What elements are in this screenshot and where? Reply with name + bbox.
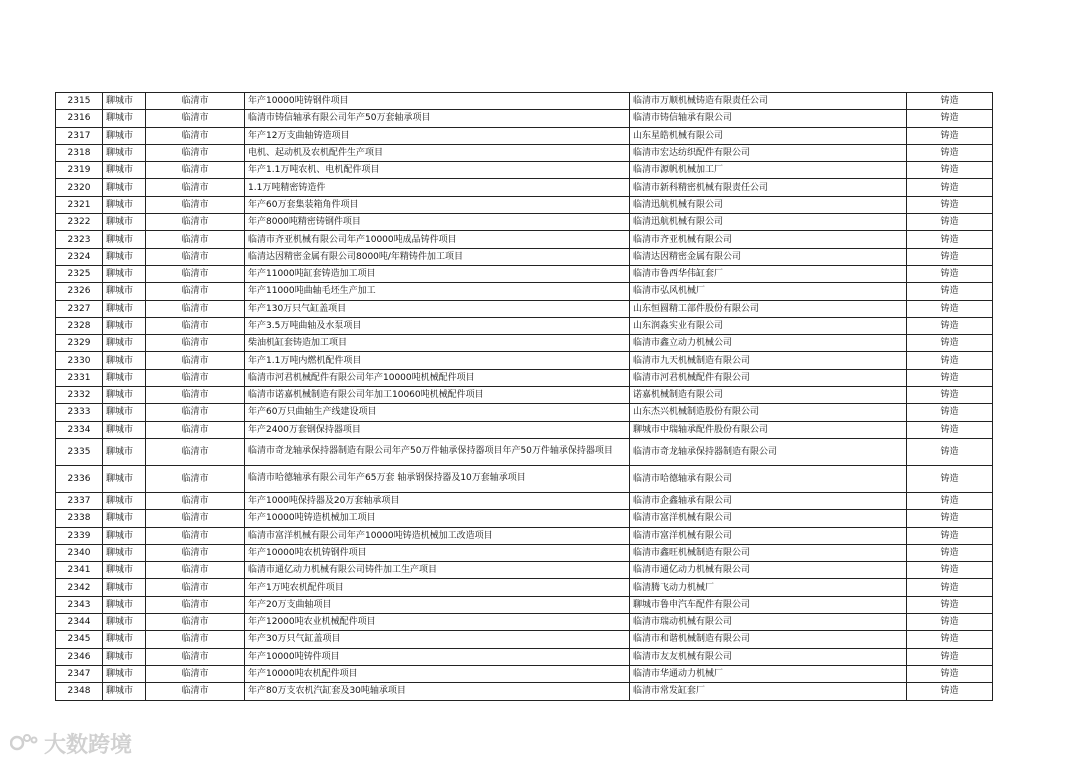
company-name-cell: 临清市哈德轴承有限公司 — [630, 465, 907, 492]
row-number-cell: 2317 — [56, 127, 103, 144]
industry-cell: 铸造 — [907, 465, 993, 492]
industry-cell: 铸造 — [907, 127, 993, 144]
industry-cell: 铸造 — [907, 404, 993, 421]
company-name-cell: 临清市企鑫轴承有限公司 — [630, 492, 907, 509]
county-cell: 临清市 — [146, 196, 245, 213]
county-cell: 临清市 — [146, 683, 245, 700]
company-name-cell: 临清市富洋机械有限公司 — [630, 527, 907, 544]
county-cell: 临清市 — [146, 492, 245, 509]
city-cell: 聊城市 — [103, 631, 146, 648]
row-number-cell: 2334 — [56, 421, 103, 438]
industry-cell: 铸造 — [907, 248, 993, 265]
industry-cell: 铸造 — [907, 683, 993, 700]
industry-cell: 铸造 — [907, 144, 993, 161]
county-cell: 临清市 — [146, 179, 245, 196]
city-cell: 聊城市 — [103, 614, 146, 631]
project-name-cell: 年产11000吨缸套铸造加工项目 — [245, 265, 630, 282]
project-name-cell: 年产1.1万吨农机、电机配件项目 — [245, 162, 630, 179]
project-name-cell: 临清市通亿动力机械有限公司铸件加工生产项目 — [245, 562, 630, 579]
project-name-cell: 年产10000吨铸钢件项目 — [245, 93, 630, 110]
company-name-cell: 山东星皓机械有限公司 — [630, 127, 907, 144]
company-name-cell: 临清市友友机械有限公司 — [630, 648, 907, 665]
city-cell: 聊城市 — [103, 404, 146, 421]
city-cell: 聊城市 — [103, 527, 146, 544]
row-number-cell: 2335 — [56, 438, 103, 465]
city-cell: 聊城市 — [103, 162, 146, 179]
row-number-cell: 2348 — [56, 683, 103, 700]
project-name-cell: 年产1000吨保持器及20万套轴承项目 — [245, 492, 630, 509]
county-cell: 临清市 — [146, 110, 245, 127]
project-name-cell: 年产11000吨曲轴毛坯生产加工 — [245, 283, 630, 300]
table-row — [56, 248, 993, 265]
city-cell: 聊城市 — [103, 317, 146, 334]
watermark — [10, 728, 132, 758]
company-name-cell: 临清市万顺机械铸造有限责任公司 — [630, 93, 907, 110]
project-name-cell: 年产10000吨铸造机械加工项目 — [245, 510, 630, 527]
county-cell: 临清市 — [146, 265, 245, 282]
company-name-cell: 临清市宏达纺织配件有限公司 — [630, 144, 907, 161]
city-cell: 聊城市 — [103, 596, 146, 613]
county-cell: 临清市 — [146, 579, 245, 596]
table-row — [56, 93, 993, 110]
project-table-container — [55, 92, 993, 701]
county-cell: 临清市 — [146, 93, 245, 110]
table-row — [56, 214, 993, 231]
industry-cell: 铸造 — [907, 335, 993, 352]
company-name-cell: 临清市华通动力机械厂 — [630, 665, 907, 682]
table-row — [56, 369, 993, 386]
company-name-cell: 临清迅航机械有限公司 — [630, 196, 907, 213]
industry-cell: 铸造 — [907, 196, 993, 213]
table-row — [56, 404, 993, 421]
industry-cell: 铸造 — [907, 421, 993, 438]
company-name-cell: 临清市新科精密机械有限责任公司 — [630, 179, 907, 196]
project-name-cell: 年产60万套集装箱角件项目 — [245, 196, 630, 213]
company-name-cell: 临清市常发缸套厂 — [630, 683, 907, 700]
project-name-cell: 临清市铸信轴承有限公司年产50万套轴承项目 — [245, 110, 630, 127]
industry-cell: 铸造 — [907, 300, 993, 317]
city-cell: 聊城市 — [103, 352, 146, 369]
table-row — [56, 683, 993, 700]
industry-cell: 铸造 — [907, 579, 993, 596]
project-name-cell: 年产8000吨精密铸钢件项目 — [245, 214, 630, 231]
table-row — [56, 231, 993, 248]
table-row — [56, 510, 993, 527]
industry-cell: 铸造 — [907, 231, 993, 248]
company-name-cell: 临清市弘风机械厂 — [630, 283, 907, 300]
table-row — [56, 596, 993, 613]
county-cell: 临清市 — [146, 421, 245, 438]
industry-cell: 铸造 — [907, 648, 993, 665]
city-cell: 聊城市 — [103, 648, 146, 665]
city-cell: 聊城市 — [103, 421, 146, 438]
industry-cell: 铸造 — [907, 162, 993, 179]
city-cell: 聊城市 — [103, 438, 146, 465]
industry-cell: 铸造 — [907, 492, 993, 509]
county-cell: 临清市 — [146, 527, 245, 544]
row-number-cell: 2326 — [56, 283, 103, 300]
row-number-cell: 2323 — [56, 231, 103, 248]
project-table — [55, 92, 993, 701]
table-row — [56, 579, 993, 596]
table-row — [56, 300, 993, 317]
project-name-cell: 年产20万支曲轴项目 — [245, 596, 630, 613]
row-number-cell: 2324 — [56, 248, 103, 265]
company-name-cell: 临清市奇龙轴承保持器制造有限公司 — [630, 438, 907, 465]
company-name-cell: 临清市源帆机械加工厂 — [630, 162, 907, 179]
industry-cell: 铸造 — [907, 214, 993, 231]
table-row — [56, 335, 993, 352]
company-name-cell: 临清腾飞动力机械厂 — [630, 579, 907, 596]
row-number-cell: 2318 — [56, 144, 103, 161]
table-row — [56, 179, 993, 196]
county-cell: 临清市 — [146, 631, 245, 648]
row-number-cell: 2330 — [56, 352, 103, 369]
row-number-cell: 2327 — [56, 300, 103, 317]
row-number-cell: 2325 — [56, 265, 103, 282]
project-name-cell: 年产3.5万吨曲轴及水泵项目 — [245, 317, 630, 334]
project-name-cell: 年产10000吨农机铸钢件项目 — [245, 544, 630, 561]
table-row — [56, 438, 993, 465]
company-name-cell: 临清市鑫旺机械制造有限公司 — [630, 544, 907, 561]
row-number-cell: 2340 — [56, 544, 103, 561]
industry-cell: 铸造 — [907, 283, 993, 300]
project-name-cell: 年产12000吨农业机械配件项目 — [245, 614, 630, 631]
row-number-cell: 2332 — [56, 387, 103, 404]
company-name-cell: 山东润淼实业有限公司 — [630, 317, 907, 334]
city-cell: 聊城市 — [103, 387, 146, 404]
project-name-cell: 年产80万支农机汽缸套及30吨轴承项目 — [245, 683, 630, 700]
county-cell: 临清市 — [146, 648, 245, 665]
row-number-cell: 2321 — [56, 196, 103, 213]
city-cell: 聊城市 — [103, 544, 146, 561]
county-cell: 临清市 — [146, 465, 245, 492]
row-number-cell: 2322 — [56, 214, 103, 231]
project-name-cell: 电机、起动机及农机配件生产项目 — [245, 144, 630, 161]
project-name-cell: 年产1.1万吨内燃机配件项目 — [245, 352, 630, 369]
city-cell: 聊城市 — [103, 562, 146, 579]
row-number-cell: 2319 — [56, 162, 103, 179]
industry-cell: 铸造 — [907, 110, 993, 127]
watermark-logo-icon — [10, 732, 38, 754]
company-name-cell: 临清市鑫立动力机械公司 — [630, 335, 907, 352]
table-row — [56, 283, 993, 300]
county-cell: 临清市 — [146, 144, 245, 161]
watermark-text: 大数跨境 — [44, 732, 133, 758]
company-name-cell: 临清市九天机械制造有限公司 — [630, 352, 907, 369]
county-cell: 临清市 — [146, 596, 245, 613]
table-row — [56, 544, 993, 561]
table-row — [56, 562, 993, 579]
row-number-cell: 2341 — [56, 562, 103, 579]
project-name-cell: 临清市哈德轴承有限公司年产65万套 轴承钢保持器及10万套轴承项目 — [245, 465, 630, 492]
row-number-cell: 2346 — [56, 648, 103, 665]
table-row — [56, 648, 993, 665]
company-name-cell: 临清迅航机械有限公司 — [630, 214, 907, 231]
project-name-cell: 柴油机缸套铸造加工项目 — [245, 335, 630, 352]
industry-cell: 铸造 — [907, 510, 993, 527]
row-number-cell: 2316 — [56, 110, 103, 127]
industry-cell: 铸造 — [907, 179, 993, 196]
county-cell: 临清市 — [146, 352, 245, 369]
row-number-cell: 2320 — [56, 179, 103, 196]
company-name-cell: 临清达因精密金属有限公司 — [630, 248, 907, 265]
county-cell: 临清市 — [146, 283, 245, 300]
project-name-cell: 1.1万吨精密铸造件 — [245, 179, 630, 196]
industry-cell: 铸造 — [907, 369, 993, 386]
row-number-cell: 2343 — [56, 596, 103, 613]
county-cell: 临清市 — [146, 317, 245, 334]
county-cell: 临清市 — [146, 214, 245, 231]
city-cell: 聊城市 — [103, 196, 146, 213]
county-cell: 临清市 — [146, 162, 245, 179]
company-name-cell: 聊城市中瑞轴承配件股份有限公司 — [630, 421, 907, 438]
project-name-cell: 年产130万只气缸盖项目 — [245, 300, 630, 317]
row-number-cell: 2342 — [56, 579, 103, 596]
company-name-cell: 临清市齐亚机械有限公司 — [630, 231, 907, 248]
industry-cell: 铸造 — [907, 352, 993, 369]
industry-cell: 铸造 — [907, 265, 993, 282]
table-row — [56, 631, 993, 648]
row-number-cell: 2344 — [56, 614, 103, 631]
table-row — [56, 465, 993, 492]
row-number-cell: 2331 — [56, 369, 103, 386]
company-name-cell: 临清市富洋机械有限公司 — [630, 510, 907, 527]
project-name-cell: 年产30万只气缸盖项目 — [245, 631, 630, 648]
table-row — [56, 527, 993, 544]
county-cell: 临清市 — [146, 438, 245, 465]
city-cell: 聊城市 — [103, 110, 146, 127]
table-row — [56, 614, 993, 631]
city-cell: 聊城市 — [103, 93, 146, 110]
industry-cell: 铸造 — [907, 438, 993, 465]
industry-cell: 铸造 — [907, 93, 993, 110]
row-number-cell: 2336 — [56, 465, 103, 492]
company-name-cell: 山东杰兴机械制造股份有限公司 — [630, 404, 907, 421]
project-name-cell: 临清市富洋机械有限公司年产10000吨铸造机械加工改造项目 — [245, 527, 630, 544]
company-name-cell: 临清市瑞动机械有限公司 — [630, 614, 907, 631]
table-row — [56, 162, 993, 179]
company-name-cell: 聊城市鲁申汽车配件有限公司 — [630, 596, 907, 613]
project-name-cell: 年产10000吨铸件项目 — [245, 648, 630, 665]
company-name-cell: 临清市鲁西华伟缸套厂 — [630, 265, 907, 282]
city-cell: 聊城市 — [103, 683, 146, 700]
table-row — [56, 492, 993, 509]
industry-cell: 铸造 — [907, 562, 993, 579]
county-cell: 临清市 — [146, 544, 245, 561]
table-row — [56, 144, 993, 161]
county-cell: 临清市 — [146, 562, 245, 579]
city-cell: 聊城市 — [103, 283, 146, 300]
industry-cell: 铸造 — [907, 631, 993, 648]
city-cell: 聊城市 — [103, 144, 146, 161]
row-number-cell: 2333 — [56, 404, 103, 421]
row-number-cell: 2329 — [56, 335, 103, 352]
project-name-cell: 年产10000吨农机配件项目 — [245, 665, 630, 682]
project-name-cell: 年产1万吨农机配件项目 — [245, 579, 630, 596]
county-cell: 临清市 — [146, 369, 245, 386]
county-cell: 临清市 — [146, 510, 245, 527]
city-cell: 聊城市 — [103, 179, 146, 196]
table-row — [56, 352, 993, 369]
city-cell: 聊城市 — [103, 127, 146, 144]
project-name-cell: 年产12万支曲轴铸造项目 — [245, 127, 630, 144]
table-row — [56, 127, 993, 144]
industry-cell: 铸造 — [907, 387, 993, 404]
county-cell: 临清市 — [146, 665, 245, 682]
table-row — [56, 421, 993, 438]
company-name-cell: 临清市和谐机械制造有限公司 — [630, 631, 907, 648]
city-cell: 聊城市 — [103, 510, 146, 527]
city-cell: 聊城市 — [103, 335, 146, 352]
project-name-cell: 临清达因精密金属有限公司8000吨/年精铸件加工项目 — [245, 248, 630, 265]
city-cell: 聊城市 — [103, 248, 146, 265]
company-name-cell: 山东恒圆精工部件股份有限公司 — [630, 300, 907, 317]
industry-cell: 铸造 — [907, 527, 993, 544]
table-row — [56, 387, 993, 404]
county-cell: 临清市 — [146, 231, 245, 248]
company-name-cell: 临清市通亿动力机械有限公司 — [630, 562, 907, 579]
industry-cell: 铸造 — [907, 596, 993, 613]
table-row — [56, 665, 993, 682]
city-cell: 聊城市 — [103, 665, 146, 682]
company-name-cell: 临清市铸信轴承有限公司 — [630, 110, 907, 127]
row-number-cell: 2338 — [56, 510, 103, 527]
project-name-cell: 年产2400万套钢保持器项目 — [245, 421, 630, 438]
table-row — [56, 265, 993, 282]
city-cell: 聊城市 — [103, 492, 146, 509]
county-cell: 临清市 — [146, 300, 245, 317]
project-name-cell: 临清市奇龙轴承保持器制造有限公司年产50万件轴承保持器项目年产50万件轴承保持器项目 — [245, 438, 630, 465]
row-number-cell: 2339 — [56, 527, 103, 544]
city-cell: 聊城市 — [103, 214, 146, 231]
city-cell: 聊城市 — [103, 579, 146, 596]
row-number-cell: 2347 — [56, 665, 103, 682]
project-table-body — [56, 93, 993, 701]
county-cell: 临清市 — [146, 387, 245, 404]
county-cell: 临清市 — [146, 335, 245, 352]
company-name-cell: 诺嘉机械制造有限公司 — [630, 387, 907, 404]
city-cell: 聊城市 — [103, 231, 146, 248]
city-cell: 聊城市 — [103, 465, 146, 492]
industry-cell: 铸造 — [907, 317, 993, 334]
industry-cell: 铸造 — [907, 614, 993, 631]
county-cell: 临清市 — [146, 614, 245, 631]
table-row — [56, 317, 993, 334]
table-row — [56, 110, 993, 127]
city-cell: 聊城市 — [103, 265, 146, 282]
company-name-cell: 临清市河君机械配件有限公司 — [630, 369, 907, 386]
project-name-cell: 年产60万只曲轴生产线建设项目 — [245, 404, 630, 421]
city-cell: 聊城市 — [103, 300, 146, 317]
row-number-cell: 2345 — [56, 631, 103, 648]
project-name-cell: 临清市齐亚机械有限公司年产10000吨成品铸件项目 — [245, 231, 630, 248]
industry-cell: 铸造 — [907, 544, 993, 561]
county-cell: 临清市 — [146, 404, 245, 421]
table-row — [56, 196, 993, 213]
project-name-cell: 临清市诺嘉机械制造有限公司年加工10060吨机械配件项目 — [245, 387, 630, 404]
county-cell: 临清市 — [146, 127, 245, 144]
industry-cell: 铸造 — [907, 665, 993, 682]
row-number-cell: 2337 — [56, 492, 103, 509]
county-cell: 临清市 — [146, 248, 245, 265]
city-cell: 聊城市 — [103, 369, 146, 386]
project-name-cell: 临清市河君机械配件有限公司年产10000吨机械配件项目 — [245, 369, 630, 386]
row-number-cell: 2315 — [56, 93, 103, 110]
row-number-cell: 2328 — [56, 317, 103, 334]
